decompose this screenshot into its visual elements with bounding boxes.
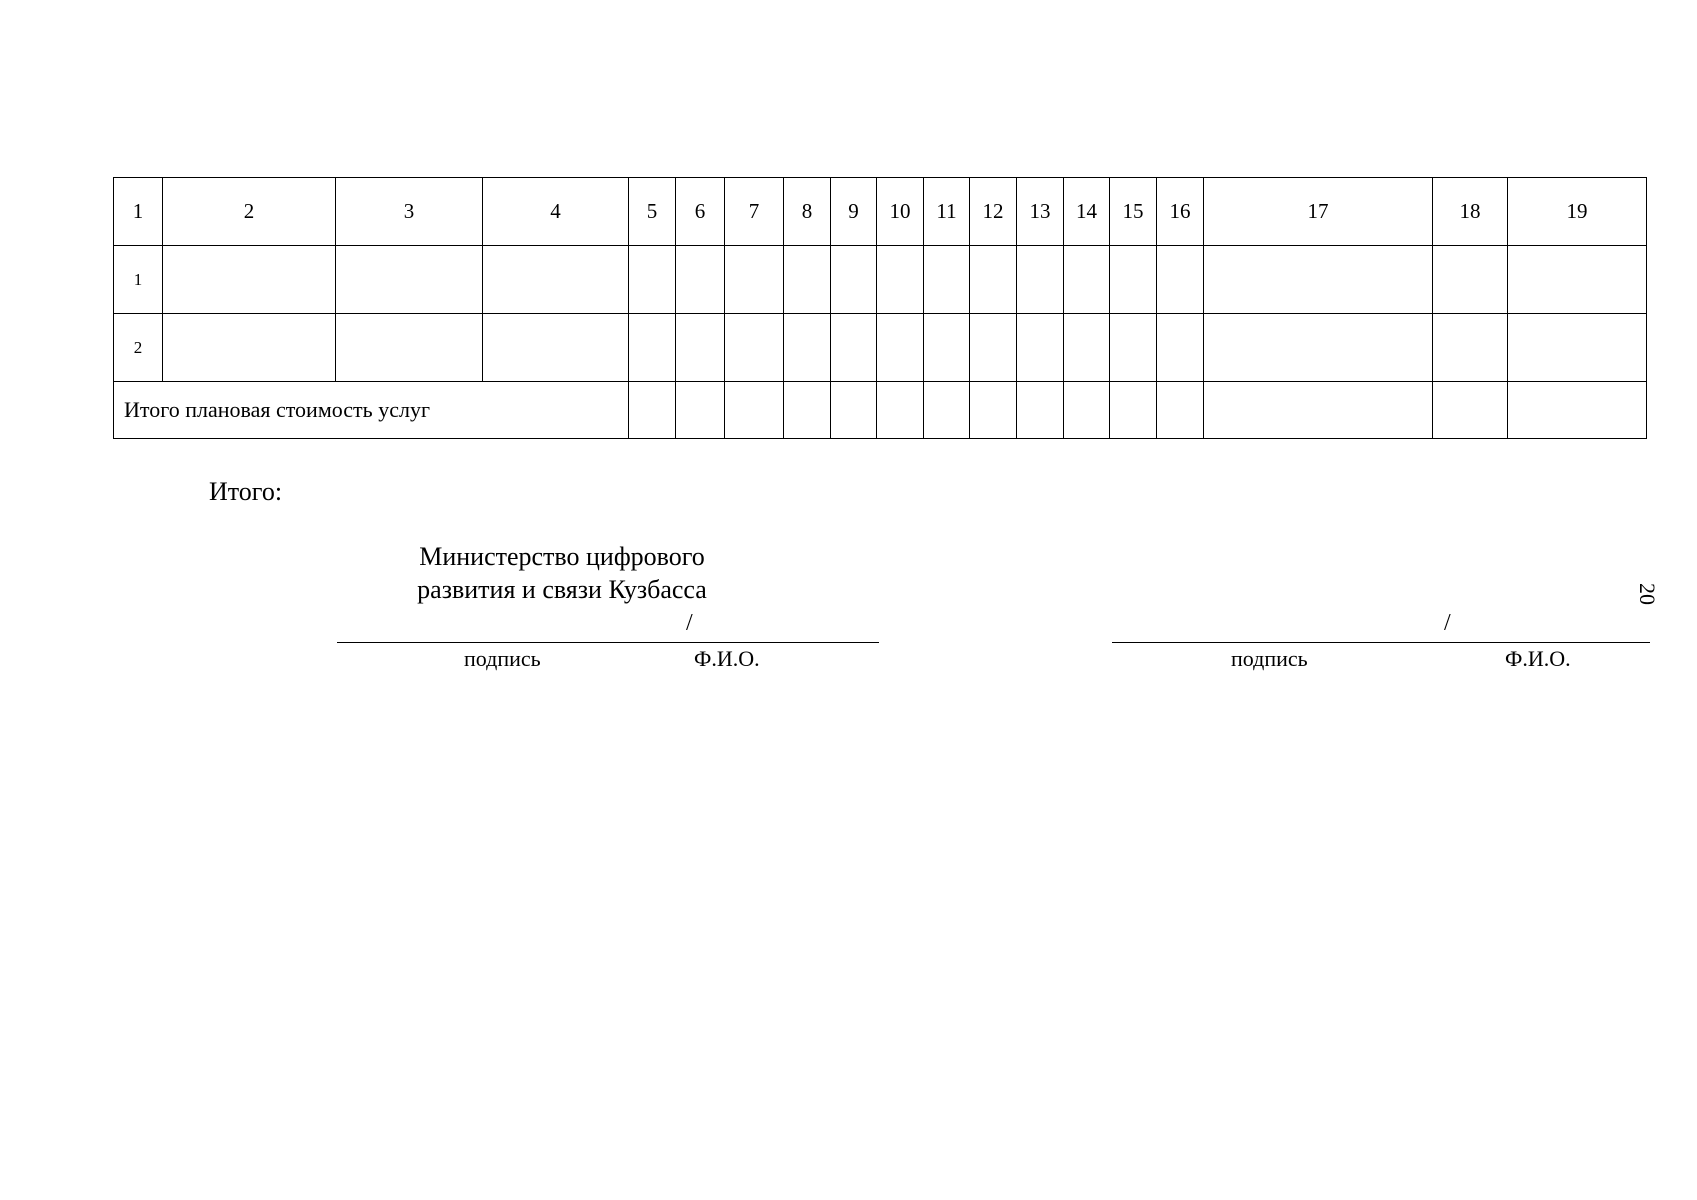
- table-cell: [1017, 314, 1064, 382]
- table-cell: [970, 246, 1017, 314]
- column-header: 6: [676, 178, 725, 246]
- signature-separator: /: [1444, 610, 1451, 636]
- table-cell: [1110, 246, 1157, 314]
- signature-caption: подпись: [464, 646, 541, 671]
- table-cell: [924, 382, 970, 439]
- table-cell: [725, 246, 784, 314]
- table-cell: [1204, 314, 1433, 382]
- table-cell: [1157, 246, 1204, 314]
- table-cell: [725, 314, 784, 382]
- column-header: 13: [1017, 178, 1064, 246]
- name-caption: Ф.И.О.: [1505, 646, 1571, 671]
- table-cell: [629, 382, 676, 439]
- table-cell: [1064, 382, 1110, 439]
- table-cell: [1508, 314, 1647, 382]
- organization-name: [357, 540, 767, 606]
- table-cell: [877, 314, 924, 382]
- table-cell: [1433, 246, 1508, 314]
- table-cell: [1433, 382, 1508, 439]
- table-cell: [1508, 382, 1647, 439]
- column-header: 4: [483, 178, 629, 246]
- table-cell: [784, 314, 831, 382]
- column-header: 16: [1157, 178, 1204, 246]
- table-cell: [676, 246, 725, 314]
- table-row: [114, 314, 1647, 382]
- table-cell: [877, 246, 924, 314]
- column-header: 8: [784, 178, 831, 246]
- column-header: 5: [629, 178, 676, 246]
- column-header: 7: [725, 178, 784, 246]
- table-cell: [831, 382, 877, 439]
- organization-line: Министерство цифрового: [419, 542, 705, 571]
- table-header-row: [114, 178, 1647, 246]
- table-cell: [725, 382, 784, 439]
- services-cost-table: [113, 177, 1647, 439]
- column-header: 10: [877, 178, 924, 246]
- table-cell: [1064, 246, 1110, 314]
- table-row: [114, 246, 1647, 314]
- column-header: 18: [1433, 178, 1508, 246]
- total-row: [114, 382, 1647, 439]
- organization-line: развития и связи Кузбасса: [417, 575, 707, 604]
- table-cell: [831, 314, 877, 382]
- column-header: 19: [1508, 178, 1647, 246]
- signature-line: [1112, 642, 1650, 643]
- table-cell: [629, 246, 676, 314]
- table-cell: [163, 246, 336, 314]
- column-header: 17: [1204, 178, 1433, 246]
- table-cell: [1064, 314, 1110, 382]
- table-cell: [1110, 382, 1157, 439]
- table-cell: [676, 314, 725, 382]
- table-cell: [1017, 382, 1064, 439]
- table-cell: [1017, 246, 1064, 314]
- table-cell: [970, 382, 1017, 439]
- column-header: 3: [336, 178, 483, 246]
- table-cell: [163, 314, 336, 382]
- table-cell: [1157, 382, 1204, 439]
- row-number: 2: [114, 314, 163, 382]
- table-cell: [1157, 314, 1204, 382]
- table-cell: [1508, 246, 1647, 314]
- table-cell: [784, 246, 831, 314]
- column-header: 2: [163, 178, 336, 246]
- name-caption: Ф.И.О.: [694, 646, 760, 671]
- signature-caption: подпись: [1231, 646, 1308, 671]
- table-cell: [1204, 382, 1433, 439]
- table-cell: [629, 314, 676, 382]
- table-cell: [483, 314, 629, 382]
- page-number: 20: [1635, 583, 1660, 605]
- signature-line: [337, 642, 879, 643]
- column-header: 9: [831, 178, 877, 246]
- table-cell: [336, 246, 483, 314]
- table-cell: [676, 382, 725, 439]
- table-cell: [831, 246, 877, 314]
- table-cell: [336, 314, 483, 382]
- column-header: 11: [924, 178, 970, 246]
- table-cell: [877, 382, 924, 439]
- column-header: 14: [1064, 178, 1110, 246]
- table-cell: [1433, 314, 1508, 382]
- total-label: Итого плановая стоимость услуг: [114, 382, 629, 439]
- row-number: 1: [114, 246, 163, 314]
- column-header: 1: [114, 178, 163, 246]
- column-header: 15: [1110, 178, 1157, 246]
- table-cell: [483, 246, 629, 314]
- table-cell: [784, 382, 831, 439]
- table-cell: [924, 246, 970, 314]
- table-cell: [970, 314, 1017, 382]
- table-cell: [1110, 314, 1157, 382]
- signature-separator: /: [686, 610, 693, 636]
- table-cell: [924, 314, 970, 382]
- itogo-label: Итого:: [209, 477, 283, 506]
- table-cell: [1204, 246, 1433, 314]
- column-header: 12: [970, 178, 1017, 246]
